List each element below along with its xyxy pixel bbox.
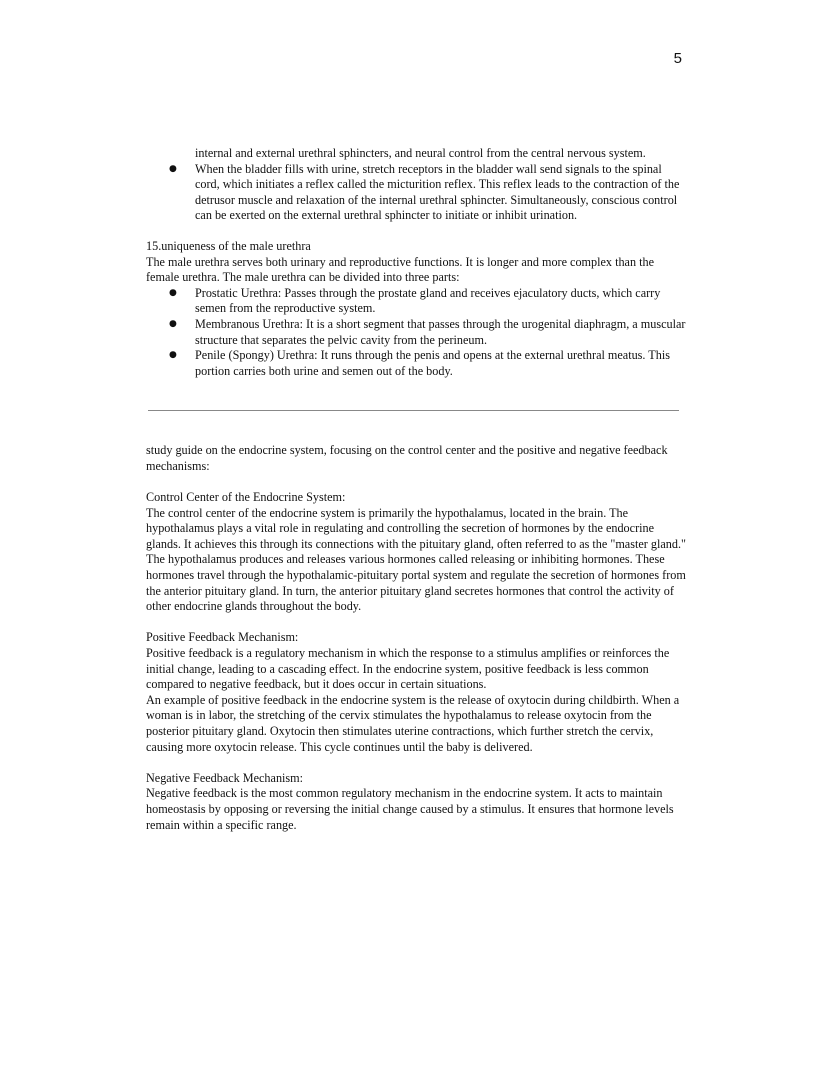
negative-feedback-paragraph-1: Negative feedback is the most common regulatory mechanism in the endocrine system. It acts to maintain homeostasis by opposing or reversing the initial change caused by a stimulus. It ensures that hormone levels remain within a specific range. [146,786,674,832]
urethra-parts-list [146,286,686,380]
list-item-micturition-reflex: ● When the bladder fills with urine, stretch receptors in the bladder wall send signals to the spinal cord, which initiates a reflex called the micturition reflex. This reflex leads to the contraction of the detrusor muscle and relaxation of the internal urethral sphincter. Simultaneously, conscious control can be exerted on the external urethral sphincter to initiate or inhibit urination. [146,162,686,224]
list-item-continuation: internal and external urethral sphincters, and neural control from the central nervous system. [195,146,646,160]
document-body [146,146,686,833]
positive-feedback-paragraph-1: Positive feedback is a regulatory mechanism in which the response to a stimulus amplifies or reinforces the initial change, leading to a cascading effect. In the endocrine system, positive feedback is less common compared to negative feedback, but it does occur in certain situations. [146,646,670,692]
list-item-membranous-urethra: ● Membranous Urethra: It is a short segment that passes through the urogenital diaphragm, a muscular structure that separates the pelvic cavity from the perineum. [146,317,686,348]
control-center-paragraph-1: The control center of the endocrine system is primarily the hypothalamus, located in the brain. The hypothalamus plays a vital role in regulating and controlling the secretion of hormones by the endocrine glands. It achieves this through its connections with the pituitary gland, often referred to as the "master gland." [146,505,686,551]
control-center-heading: Control Center of the Endocrine System: [146,490,346,505]
section-divider-wrap [146,379,686,443]
male-urethra-heading: 15.uniqueness of the male urethra [146,238,311,253]
micturition-list [146,146,686,224]
list-item-prostatic-urethra: ● Prostatic Urethra: Passes through the prostate gland and receives ejaculatory ducts, which carry semen from the reproductive system. [146,286,686,317]
horizontal-rule [148,410,679,411]
positive-feedback-paragraph-2: An example of positive feedback in the endocrine system is the release of oxytocin during childbirth. When a woman is in labor, the stretching of the cervix stimulates the hypothalamus to release oxytocin from the posterior pituitary gland. Oxytocin then stimulates uterine contractions, which further stretch the cervix, causing more oxytocin release. This cycle continues until the baby is delivered. [146,692,680,754]
negative-feedback-heading: Negative Feedback Mechanism: [146,770,304,785]
page-number: 5 [673,50,682,67]
male-urethra-intro: The male urethra serves both urinary and reproductive functions. It is longer and more complex than the female urethra. The male urethra can be divided into three parts: [146,254,654,285]
list-item-penile-urethra: ● Penile (Spongy) Urethra: It runs through the penis and opens at the external urethral meatus. This portion carries both urine and semen out of the body. [146,348,686,379]
control-center-paragraph-2: The hypothalamus produces and releases various hormones called releasing or inhibiting hormones. These hormones travel through the hypothalamic-pituitary portal system and regulate the secretion of hormones from the anterior pituitary gland. In turn, the anterior pituitary gland secretes hormones that control the activity of other endocrine glands throughout the body. [146,552,686,614]
study-guide-intro: study guide on the endocrine system, focusing on the control center and the positive and negative feedback mechanisms: [146,443,668,473]
positive-feedback-heading: Positive Feedback Mechanism: [146,630,299,645]
